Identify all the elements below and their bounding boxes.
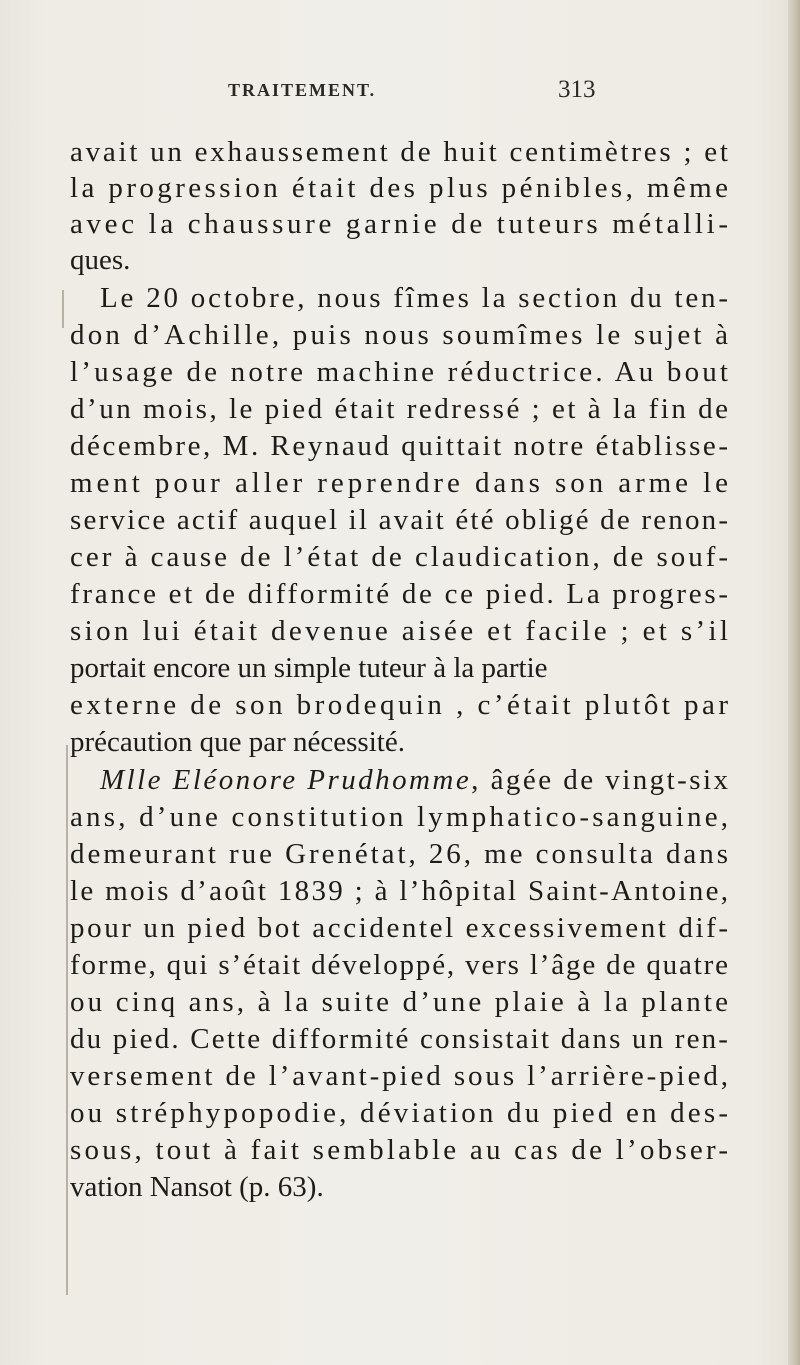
page-number: 313 xyxy=(558,76,596,103)
text-line: du pied. Cette difformité consistait dans un ren- xyxy=(70,1023,731,1055)
text-line: don d’Achille, puis nous soumîmes le sujet à xyxy=(70,319,732,351)
text-line: d’un mois, le pied était redressé ; et à la fin de xyxy=(70,393,731,425)
text-fragment: , âgée de vingt-six xyxy=(471,764,731,796)
text-line: versement de l’avant-pied sous l’arrière-pied, xyxy=(70,1060,731,1092)
text-line: ou stréphypopodie, déviation du pied en des- xyxy=(70,1097,732,1129)
text-line: ques. xyxy=(70,244,131,276)
text-line: la progression était des plus pénibles, même xyxy=(70,172,732,204)
text-line: Le 20 octobre, nous fîmes la section du ten- xyxy=(100,282,731,314)
text-line: ou cinq ans, à la suite d’une plaie à la plante xyxy=(70,986,732,1018)
text-line: l’usage de notre machine réductrice. Au bout xyxy=(70,356,732,388)
text-line: portait encore un simple tuteur à la partie xyxy=(70,652,548,684)
text-line: décembre, M. Reynaud quittait notre établisse- xyxy=(70,430,731,462)
text-line: précaution que par nécessité. xyxy=(70,726,405,758)
text-line: cer à cause de l’état de claudication, de souf- xyxy=(70,541,731,573)
person-name: Mlle Eléonore Prudhomme xyxy=(100,764,472,796)
text-line: france et de difformité de ce pied. La progres- xyxy=(70,578,731,610)
text-line: ment pour aller reprendre dans son arme le xyxy=(70,467,732,499)
text-line: vation Nansot (p. 63). xyxy=(70,1171,324,1203)
text-line: demeurant rue Grenétat, 26, me consulta dans xyxy=(70,838,731,870)
text-line: forme, qui s’était développé, vers l’âge de quatre xyxy=(70,949,730,981)
text-line: ans, d’une constitution lymphatico-sanguine, xyxy=(70,801,732,833)
text-line: externe de son brodequin , c’était plutôt par xyxy=(70,689,732,721)
text-line: avec la chaussure garnie de tuteurs métalli- xyxy=(70,208,732,240)
text-line: avait un exhaussement de huit centimètres ; et xyxy=(70,136,731,168)
running-title: TRAITEMENT. xyxy=(228,80,377,100)
text-line: sion lui était devenue aisée et facile ; et s’il xyxy=(70,615,732,647)
text-line: pour un pied bot accidentel excessivement dif- xyxy=(70,912,731,944)
text-line: service actif auquel il avait été obligé de renon- xyxy=(70,504,731,536)
text-line: sous, tout à fait semblable au cas de l’obser- xyxy=(70,1134,732,1166)
text-line: le mois d’août 1839 ; à l’hôpital Saint-Antoine, xyxy=(70,875,731,907)
text-line xyxy=(0,762,800,798)
